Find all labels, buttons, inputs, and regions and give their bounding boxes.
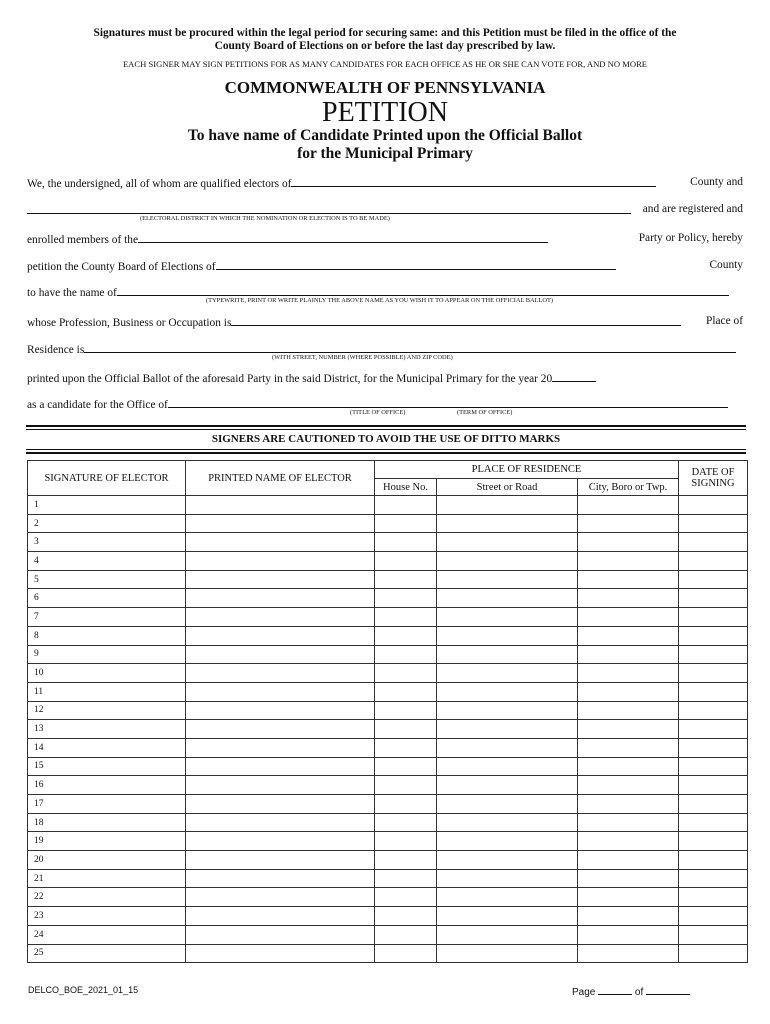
city-cell[interactable] (578, 757, 679, 776)
header-date-line2: SIGNING (691, 478, 735, 489)
form-line-county (27, 176, 743, 190)
signature-cell[interactable] (28, 608, 186, 627)
row-number: 9 (34, 649, 39, 660)
date-cell[interactable] (679, 832, 748, 851)
signature-cell[interactable] (28, 514, 186, 533)
house-no-cell[interactable] (375, 907, 437, 926)
double-rule-top (26, 425, 746, 427)
house-no-cell[interactable] (375, 869, 437, 888)
city-cell[interactable] (578, 608, 679, 627)
city-cell[interactable] (578, 552, 679, 571)
party-field[interactable] (138, 232, 548, 243)
house-no-cell[interactable] (375, 552, 437, 571)
house-no-cell[interactable] (375, 720, 437, 739)
house-no-cell[interactable] (375, 626, 437, 645)
date-cell[interactable] (679, 776, 748, 795)
city-cell[interactable] (578, 589, 679, 608)
row-number: 19 (34, 836, 44, 847)
printed-name-cell[interactable] (186, 701, 375, 720)
city-cell[interactable] (578, 832, 679, 851)
house-no-cell[interactable] (375, 738, 437, 757)
date-cell[interactable] (679, 738, 748, 757)
subtitle-line1: To have name of Candidate Printed upon the Official Ballot (187, 127, 583, 144)
candidate-name-field[interactable] (117, 285, 729, 296)
row-number: 8 (34, 630, 39, 641)
signer-row (28, 626, 748, 645)
street-cell[interactable] (437, 720, 578, 739)
signer-row (28, 944, 748, 963)
date-cell[interactable] (679, 664, 748, 683)
filing-warning-line1: Signatures must be procured within the legal period for securing same: and this Petition must be filed in the office of the (93, 27, 677, 39)
city-cell[interactable] (578, 907, 679, 926)
city-cell[interactable] (578, 645, 679, 664)
printed-name-cell[interactable] (186, 795, 375, 814)
date-cell[interactable] (679, 907, 748, 926)
printed-name-cell[interactable] (186, 720, 375, 739)
printed-name-cell[interactable] (186, 738, 375, 757)
signature-cell[interactable] (28, 626, 186, 645)
house-no-cell[interactable] (375, 813, 437, 832)
header-printed-name: PRINTED NAME OF ELECTOR (186, 461, 375, 496)
street-cell[interactable] (437, 589, 578, 608)
city-cell[interactable] (578, 925, 679, 944)
street-cell[interactable] (437, 496, 578, 515)
house-no-cell[interactable] (375, 589, 437, 608)
page-number-field[interactable] (598, 985, 632, 995)
row-number: 23 (34, 910, 44, 921)
printed-name-cell[interactable] (186, 645, 375, 664)
signature-cell[interactable] (28, 570, 186, 589)
signer-row (28, 496, 748, 515)
printed-name-cell[interactable] (186, 757, 375, 776)
city-cell[interactable] (578, 496, 679, 515)
signature-cell[interactable] (28, 533, 186, 552)
printed-name-cell[interactable] (186, 552, 375, 571)
header-place-of-residence: PLACE OF RESIDENCE (375, 461, 679, 479)
line6-suffix: Place of (705, 315, 743, 327)
row-number: 16 (34, 780, 44, 791)
line6-prefix: whose Profession, Business or Occupation is (27, 317, 232, 329)
row-number: 10 (34, 668, 44, 679)
printed-name-cell[interactable] (186, 664, 375, 683)
signer-row (28, 664, 748, 683)
house-no-cell[interactable] (375, 944, 437, 963)
signer-row (28, 533, 748, 552)
date-cell[interactable] (679, 496, 748, 515)
signature-cell[interactable] (28, 907, 186, 926)
page-numbering (572, 985, 690, 998)
date-cell[interactable] (679, 757, 748, 776)
signature-cell[interactable] (28, 664, 186, 683)
header-street: Street or Road (437, 479, 578, 496)
row-number: 14 (34, 742, 44, 753)
city-cell[interactable] (578, 776, 679, 795)
house-no-cell[interactable] (375, 645, 437, 664)
signer-row (28, 738, 748, 757)
signer-row (28, 907, 748, 926)
line3-suffix: Party or Policy, hereby (638, 232, 743, 244)
signer-row (28, 514, 748, 533)
house-no-cell[interactable] (375, 851, 437, 870)
date-cell[interactable] (679, 701, 748, 720)
row-number: 1 (34, 499, 39, 510)
row-number: 4 (34, 555, 39, 566)
line4-suffix: County (709, 259, 743, 271)
street-cell[interactable] (437, 944, 578, 963)
electoral-district-field[interactable] (27, 203, 631, 214)
printed-name-cell[interactable] (186, 832, 375, 851)
line8-text: printed upon the Official Ballot of the aforesaid Party in the said District, for the Municipal Primary for the year 20 (27, 373, 553, 385)
header-date-line1: DATE OF (691, 467, 735, 478)
signer-row (28, 570, 748, 589)
signature-cell[interactable] (28, 552, 186, 571)
row-number: 20 (34, 854, 44, 865)
house-no-cell[interactable] (375, 776, 437, 795)
street-cell[interactable] (437, 851, 578, 870)
candidate-name-caption: (TYPEWRITE, PRINT OR WRITE PLAINLY THE ABOVE NAME AS YOU WISH IT TO APPEAR ON THE OFFICIAL BALLOT) (206, 297, 554, 304)
row-number: 18 (34, 817, 44, 828)
printed-name-cell[interactable] (186, 776, 375, 795)
row-number: 24 (34, 929, 44, 940)
line3-prefix: enrolled members of the (27, 234, 139, 246)
printed-name-cell[interactable] (186, 533, 375, 552)
signature-cell[interactable] (28, 944, 186, 963)
printed-name-cell[interactable] (186, 869, 375, 888)
date-cell[interactable] (679, 626, 748, 645)
residence-field[interactable] (84, 342, 736, 353)
street-cell[interactable] (437, 925, 578, 944)
house-no-cell[interactable] (375, 496, 437, 515)
street-cell[interactable] (437, 869, 578, 888)
row-number: 6 (34, 593, 39, 604)
form-line-occupation (27, 315, 743, 329)
street-cell[interactable] (437, 795, 578, 814)
ditto-warning: SIGNERS ARE CAUTIONED TO AVOID THE USE OF DITTO MARKS (211, 433, 561, 445)
line9-prefix: as a candidate for the Office of (27, 399, 168, 411)
city-cell[interactable] (578, 795, 679, 814)
house-no-cell[interactable] (375, 682, 437, 701)
signature-cell[interactable] (28, 925, 186, 944)
double-rule-bottom-inner (26, 449, 746, 450)
signer-row (28, 813, 748, 832)
signer-row (28, 552, 748, 571)
line4-prefix: petition the County Board of Elections of (27, 261, 216, 273)
street-cell[interactable] (437, 776, 578, 795)
signer-row (28, 776, 748, 795)
row-number: 3 (34, 537, 39, 548)
date-cell[interactable] (679, 645, 748, 664)
street-cell[interactable] (437, 888, 578, 907)
of-label: of (634, 987, 644, 998)
office-field[interactable] (168, 397, 728, 408)
row-number: 5 (34, 574, 39, 585)
house-no-cell[interactable] (375, 888, 437, 907)
printed-name-cell[interactable] (186, 813, 375, 832)
signer-row (28, 925, 748, 944)
printed-name-cell[interactable] (186, 907, 375, 926)
house-no-cell[interactable] (375, 925, 437, 944)
signature-cell[interactable] (28, 869, 186, 888)
city-cell[interactable] (578, 533, 679, 552)
house-no-cell[interactable] (375, 570, 437, 589)
total-pages-field[interactable] (646, 985, 690, 995)
signature-cell[interactable] (28, 645, 186, 664)
city-cell[interactable] (578, 944, 679, 963)
date-cell[interactable] (679, 851, 748, 870)
date-cell[interactable] (679, 682, 748, 701)
house-no-cell[interactable] (375, 701, 437, 720)
printed-name-cell[interactable] (186, 608, 375, 627)
house-no-cell[interactable] (375, 533, 437, 552)
signature-cell[interactable] (28, 682, 186, 701)
year-field[interactable] (552, 371, 596, 382)
filing-warning (20, 27, 750, 53)
date-cell[interactable] (679, 795, 748, 814)
row-number: 21 (34, 873, 44, 884)
house-no-cell[interactable] (375, 664, 437, 683)
commonwealth-heading: COMMONWEALTH OF PENNSYLVANIA (224, 78, 546, 97)
city-cell[interactable] (578, 888, 679, 907)
city-cell[interactable] (578, 514, 679, 533)
header-city: City, Boro or Twp. (578, 479, 679, 496)
row-number: 17 (34, 798, 44, 809)
row-number: 11 (34, 686, 44, 697)
row-number: 13 (34, 724, 44, 735)
signer-row (28, 869, 748, 888)
term-of-office-caption: (TERM OF OFFICE) (457, 409, 513, 416)
row-number: 7 (34, 611, 39, 622)
signers-table (27, 460, 748, 963)
printed-name-cell[interactable] (186, 888, 375, 907)
printed-name-cell[interactable] (186, 682, 375, 701)
street-cell[interactable] (437, 701, 578, 720)
signature-cell[interactable] (28, 496, 186, 515)
signer-row (28, 757, 748, 776)
city-cell[interactable] (578, 682, 679, 701)
date-cell[interactable] (679, 552, 748, 571)
printed-name-cell[interactable] (186, 496, 375, 515)
signer-rows (28, 496, 748, 963)
occupation-field[interactable] (231, 315, 681, 326)
street-cell[interactable] (437, 738, 578, 757)
street-cell[interactable] (437, 626, 578, 645)
house-no-cell[interactable] (375, 832, 437, 851)
signature-cell[interactable] (28, 888, 186, 907)
street-cell[interactable] (437, 757, 578, 776)
form-line-party (27, 232, 743, 246)
city-cell[interactable] (578, 738, 679, 757)
signature-cell[interactable] (28, 795, 186, 814)
signer-row (28, 701, 748, 720)
signer-row (28, 645, 748, 664)
line5-prefix: to have the name of (27, 287, 117, 299)
city-cell[interactable] (578, 869, 679, 888)
double-rule-top-inner (26, 429, 746, 430)
signer-row (28, 851, 748, 870)
line1-prefix: We, the undersigned, all of whom are qualified electors of (27, 178, 292, 190)
date-cell[interactable] (679, 720, 748, 739)
signature-cell[interactable] (28, 701, 186, 720)
signer-row (28, 608, 748, 627)
signer-row (28, 832, 748, 851)
signature-cell[interactable] (28, 738, 186, 757)
signature-cell[interactable] (28, 832, 186, 851)
header-date-of-signing (679, 461, 748, 496)
printed-name-cell[interactable] (186, 589, 375, 608)
line1-suffix: County and (690, 176, 743, 188)
petition-subtitle (20, 127, 750, 163)
line7-prefix: Residence is (27, 344, 85, 356)
header-signature: SIGNATURE OF ELECTOR (28, 461, 186, 496)
residence-caption: (WITH STREET, NUMBER (WHERE POSSIBLE) AND ZIP CODE) (272, 354, 453, 361)
printed-name-cell[interactable] (186, 514, 375, 533)
row-number: 15 (34, 761, 44, 772)
street-cell[interactable] (437, 645, 578, 664)
district-caption: (ELECTORAL DISTRICT IN WHICH THE NOMINATION OR ELECTION IS TO BE MADE) (140, 215, 390, 222)
street-cell[interactable] (437, 533, 578, 552)
date-cell[interactable] (679, 608, 748, 627)
street-cell[interactable] (437, 813, 578, 832)
street-cell[interactable] (437, 682, 578, 701)
filing-warning-line2: County Board of Elections on or before the last day prescribed by law. (214, 40, 556, 52)
street-cell[interactable] (437, 907, 578, 926)
petition-title: PETITION (322, 97, 448, 128)
street-cell[interactable] (437, 664, 578, 683)
date-cell[interactable] (679, 514, 748, 533)
printed-name-cell[interactable] (186, 570, 375, 589)
board-county-field[interactable] (216, 259, 616, 270)
city-cell[interactable] (578, 664, 679, 683)
form-code: DELCO_BOE_2021_01_15 (28, 985, 139, 995)
date-cell[interactable] (679, 589, 748, 608)
signer-row (28, 888, 748, 907)
street-cell[interactable] (437, 514, 578, 533)
signature-cell[interactable] (28, 757, 186, 776)
signer-row (28, 795, 748, 814)
printed-name-cell[interactable] (186, 944, 375, 963)
house-no-cell[interactable] (375, 757, 437, 776)
title-of-office-caption: (TITLE OF OFFICE) (350, 409, 406, 416)
signature-cell[interactable] (28, 589, 186, 608)
page-label: Page (572, 987, 596, 998)
signature-cell[interactable] (28, 851, 186, 870)
row-number: 12 (34, 705, 44, 716)
date-cell[interactable] (679, 570, 748, 589)
double-rule-bottom (26, 452, 746, 454)
form-line-year (27, 371, 743, 385)
city-cell[interactable] (578, 851, 679, 870)
city-cell[interactable] (578, 570, 679, 589)
date-cell[interactable] (679, 944, 748, 963)
date-cell[interactable] (679, 925, 748, 944)
printed-name-cell[interactable] (186, 851, 375, 870)
city-cell[interactable] (578, 720, 679, 739)
street-cell[interactable] (437, 832, 578, 851)
city-cell[interactable] (578, 701, 679, 720)
row-number: 22 (34, 892, 44, 903)
header-house-no: House No. (375, 479, 437, 496)
house-no-cell[interactable] (375, 608, 437, 627)
signer-row (28, 682, 748, 701)
date-cell[interactable] (679, 888, 748, 907)
date-cell[interactable] (679, 869, 748, 888)
signature-cell[interactable] (28, 813, 186, 832)
row-number: 2 (34, 518, 39, 529)
printed-name-cell[interactable] (186, 925, 375, 944)
form-line-board (27, 259, 743, 273)
signer-row (28, 720, 748, 739)
county-of-electors-field[interactable] (291, 176, 656, 187)
subtitle-line2: for the Municipal Primary (297, 145, 473, 162)
city-cell[interactable] (578, 813, 679, 832)
date-cell[interactable] (679, 533, 748, 552)
signature-cell[interactable] (28, 720, 186, 739)
house-no-cell[interactable] (375, 514, 437, 533)
signature-cell[interactable] (28, 776, 186, 795)
street-cell[interactable] (437, 608, 578, 627)
house-no-cell[interactable] (375, 795, 437, 814)
date-cell[interactable] (679, 813, 748, 832)
each-signer-notice: EACH SIGNER MAY SIGN PETITIONS FOR AS MANY CANDIDATES FOR EACH OFFICE AS HE OR SHE CAN VOTE FOR, AND NO MORE (122, 59, 648, 69)
row-number: 25 (34, 948, 44, 959)
line2-suffix: and are registered and (642, 203, 743, 215)
street-cell[interactable] (437, 552, 578, 571)
street-cell[interactable] (437, 570, 578, 589)
city-cell[interactable] (578, 626, 679, 645)
printed-name-cell[interactable] (186, 626, 375, 645)
signer-row (28, 589, 748, 608)
